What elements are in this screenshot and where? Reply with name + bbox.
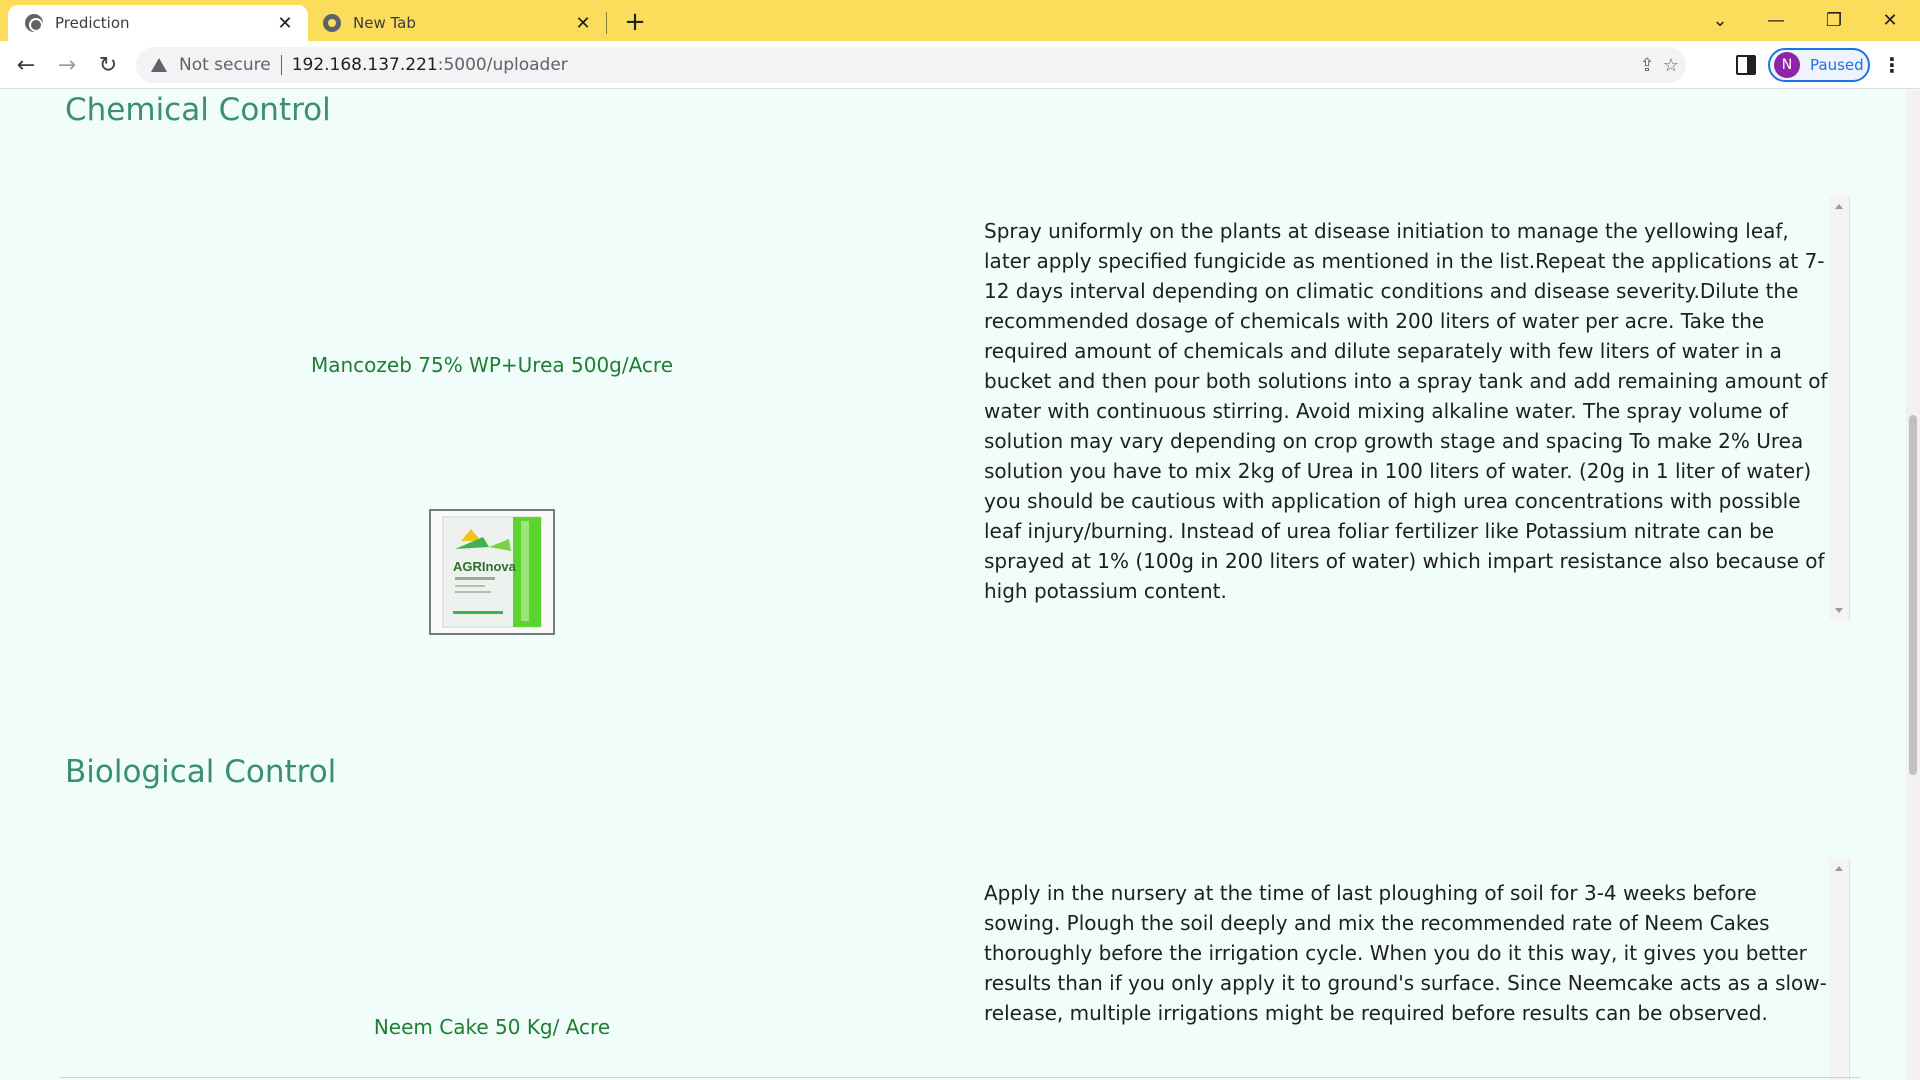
close-icon[interactable]: ✕: [575, 12, 591, 34]
scroll-up-arrow-icon[interactable]: [1835, 866, 1843, 871]
biological-control-heading: Biological Control: [65, 754, 337, 790]
page-viewport: [0, 90, 1920, 1080]
forward-arrow-icon[interactable]: →: [57, 52, 77, 78]
biological-product-name: Neem Cake 50 Kg/ Acre: [373, 1015, 611, 1039]
scroll-down-arrow-icon[interactable]: [1835, 608, 1843, 613]
browser-toolbar: [0, 41, 1920, 89]
security-label[interactable]: Not secure: [179, 55, 271, 75]
profile-button[interactable]: [1768, 48, 1870, 82]
chemical-control-heading: Chemical Control: [65, 92, 331, 128]
tab-new-tab[interactable]: [310, 5, 606, 41]
page-scrollbar[interactable]: [1906, 90, 1920, 1080]
tab-separator: [606, 12, 607, 34]
restore-button[interactable]: ❐: [1825, 9, 1843, 31]
back-arrow-icon[interactable]: ←: [16, 52, 36, 78]
description-scrollbar[interactable]: [1829, 196, 1849, 621]
address-separator: [281, 55, 282, 75]
scroll-up-arrow-icon[interactable]: [1835, 204, 1843, 209]
chemical-description-panel[interactable]: [970, 196, 1850, 621]
address-bar[interactable]: [136, 47, 1686, 83]
profile-status: Paused: [1810, 56, 1864, 74]
kebab-menu-icon[interactable]: ⋮: [1882, 53, 1902, 77]
scrollbar-thumb[interactable]: [1909, 415, 1917, 775]
chemical-description: Spray uniformly on the plants at disease initiation to manage the yellowing leaf, later apply specified fungicide as mentioned in the list.Repeat the applications at 7-12 days interval depending on climatic conditions and disease severity.Dilute the recommended dosage of chemicals with 200 liters of water per acre. Take the required amount of chemicals and dilute separately with few liters of water in a bucket and then pour both solutions into a spray tank and add remaining amount of water with continuous stirring. Avoid mixing alkaline water. The spray volume of solution may vary depending on crop growth stage and spacing To make 2% Urea solution you have to mix 2kg of Urea in 100 liters of water. (20g in 1 liter of water) you should be cautious with application of high urea concentrations with possible leaf injury/burning. Instead of urea foliar fertilizer like Potassium nitrate can be sprayed at 1% (100g in 200 liters of water) which impart resistance also because of high potassium content.: [984, 219, 1828, 603]
new-tab-button[interactable]: +: [624, 7, 646, 37]
tab-prediction[interactable]: [8, 5, 308, 41]
tab-search-chevron-down-icon[interactable]: ⌄: [1712, 9, 1728, 31]
product-package-image: [429, 509, 555, 635]
minimize-button[interactable]: —: [1767, 9, 1785, 31]
warning-icon: [151, 58, 167, 72]
tab-strip: [0, 0, 1920, 41]
avatar: N: [1774, 52, 1800, 78]
divider: [60, 1077, 1860, 1078]
tab-title: New Tab: [353, 14, 416, 32]
url-path: :5000/uploader: [437, 55, 568, 75]
side-panel-icon[interactable]: [1736, 55, 1756, 75]
share-icon[interactable]: ⇪: [1639, 54, 1655, 76]
tab-title: Prediction: [55, 14, 130, 32]
window-close-button[interactable]: ✕: [1882, 9, 1898, 31]
biological-description: Apply in the nursery at the time of last ploughing of soil for 3-4 weeks before sowing. Plough the soil deeply and mix the recommended rate of Neem Cakes thoroughly before the irrigation cycle. When you do it this way, it gives you better results than if you only apply it to ground's surface. Since Neemcake acts as a slow-release, multiple irrigations might be required before results can be observed.: [984, 881, 1827, 1025]
close-icon[interactable]: ✕: [277, 12, 293, 34]
product-brand-text: AGRInova: [453, 559, 516, 574]
reload-icon[interactable]: ↻: [98, 52, 118, 78]
description-scrollbar[interactable]: [1829, 858, 1849, 1080]
globe-icon: [25, 14, 43, 32]
chrome-icon: [323, 14, 341, 32]
url-host: 192.168.137.221: [291, 55, 438, 75]
bookmark-star-icon[interactable]: ☆: [1662, 54, 1680, 76]
biological-description-panel[interactable]: [970, 858, 1850, 1080]
chemical-product-name: Mancozeb 75% WP+Urea 500g/Acre: [310, 353, 674, 377]
